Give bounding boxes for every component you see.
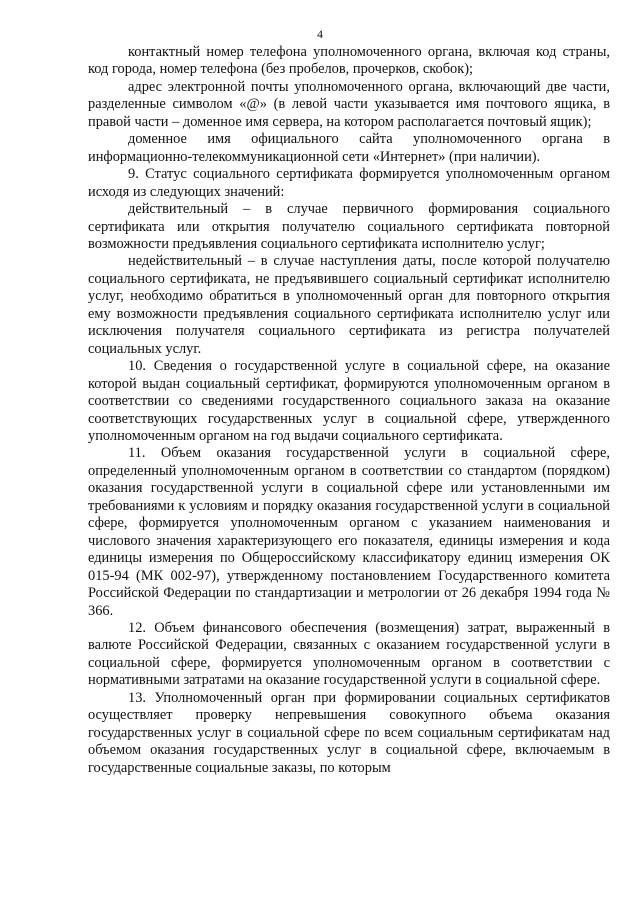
page-number: 4 [317,27,323,41]
document-body [88,44,610,777]
paragraph-12-financial-volume: 12. Объем финансового обеспечения (возмещения) затрат, выраженный в валюте Российской Федерации, связанных с оказанием государственной услуги в социальной сфере, формируется уполномоченным органом в соответствии с нормативными затратами на оказание государственной услуги в социальной сфере. [88,619,610,689]
paragraph-9-status: 9. Статус социального сертификата формируется уполномоченным органом исходя из следующих значений: [88,166,610,200]
paragraph-status-valid: действительный – в случае первичного формирования социального сертификата или открытия получателю социального сертификата повторной возможности предъявления социального сертификата исполнителю услуг; [88,201,610,252]
paragraph-11-service-volume: 11. Объем оказания государственной услуги в социальной сфере, определенный уполномоченным органом в соответствии со стандартом (порядком) оказания государственной услуги в социальной сфере или установленными им требованиями к условиям и порядку оказания государственной услуги в социальной сфере, формируется уполномоченным органом с указанием наименования и числового значения характеризующего его показателя, единицы измерения и кода единицы измерения по Общероссийскому классификатору единиц измерения ОК 015-94 (МК 002-97), утвержденному постановлением Государственного комитета Российской Федерации по стандартизации и метрологии от 26 декабря 1994 года № 366. [88,445,610,619]
paragraph-10-service-info: 10. Сведения о государственной услуге в социальной сфере, на оказание которой выдан социальный сертификат, формируются уполномоченным органом в соответствии со сведениями государственного социального заказа на оказание соответствующих государственных услуг в социальной сфере, утвержденного уполномоченным органом на год выдачи социального сертификата. [88,358,610,444]
paragraph-13-verification: 13. Уполномоченный орган при формировании социальных сертификатов осуществляет проверку непревышения совокупного объема оказания государственных услуг в социальной сфере по всем социальным сертификатам над объемом оказания государственных услуг в социальной сфере, включаемым в государственные социальные заказы, по которым [88,689,610,776]
paragraph-website: доменное имя официального сайта уполномоченного органа в информационно-телекоммуникационной сети «Интернет» (при наличии). [88,131,610,165]
paragraph-status-invalid: недействительный – в случае наступления даты, после которой получателю социального сертификата, не предъявившего социальный сертификат исполнителю услуг, необходимо обратиться в уполномоченный орган для повторного открытия ему возможности предъявления социального сертификата исполнителю услуг или исключения получателя социального сертификата из регистра получателей социальных услуг. [88,253,610,357]
paragraph-contact-phone: контактный номер телефона уполномоченного органа, включая код страны, код города, номер телефона (без пробелов, прочерков, скобок); [88,44,610,78]
paragraph-email: адрес электронной почты уполномоченного органа, включающий две части, разделенные символом «@» (в левой части указывается имя почтового ящика, в правой части – доменное имя сервера, на котором располагается почтовый ящик); [88,78,610,130]
